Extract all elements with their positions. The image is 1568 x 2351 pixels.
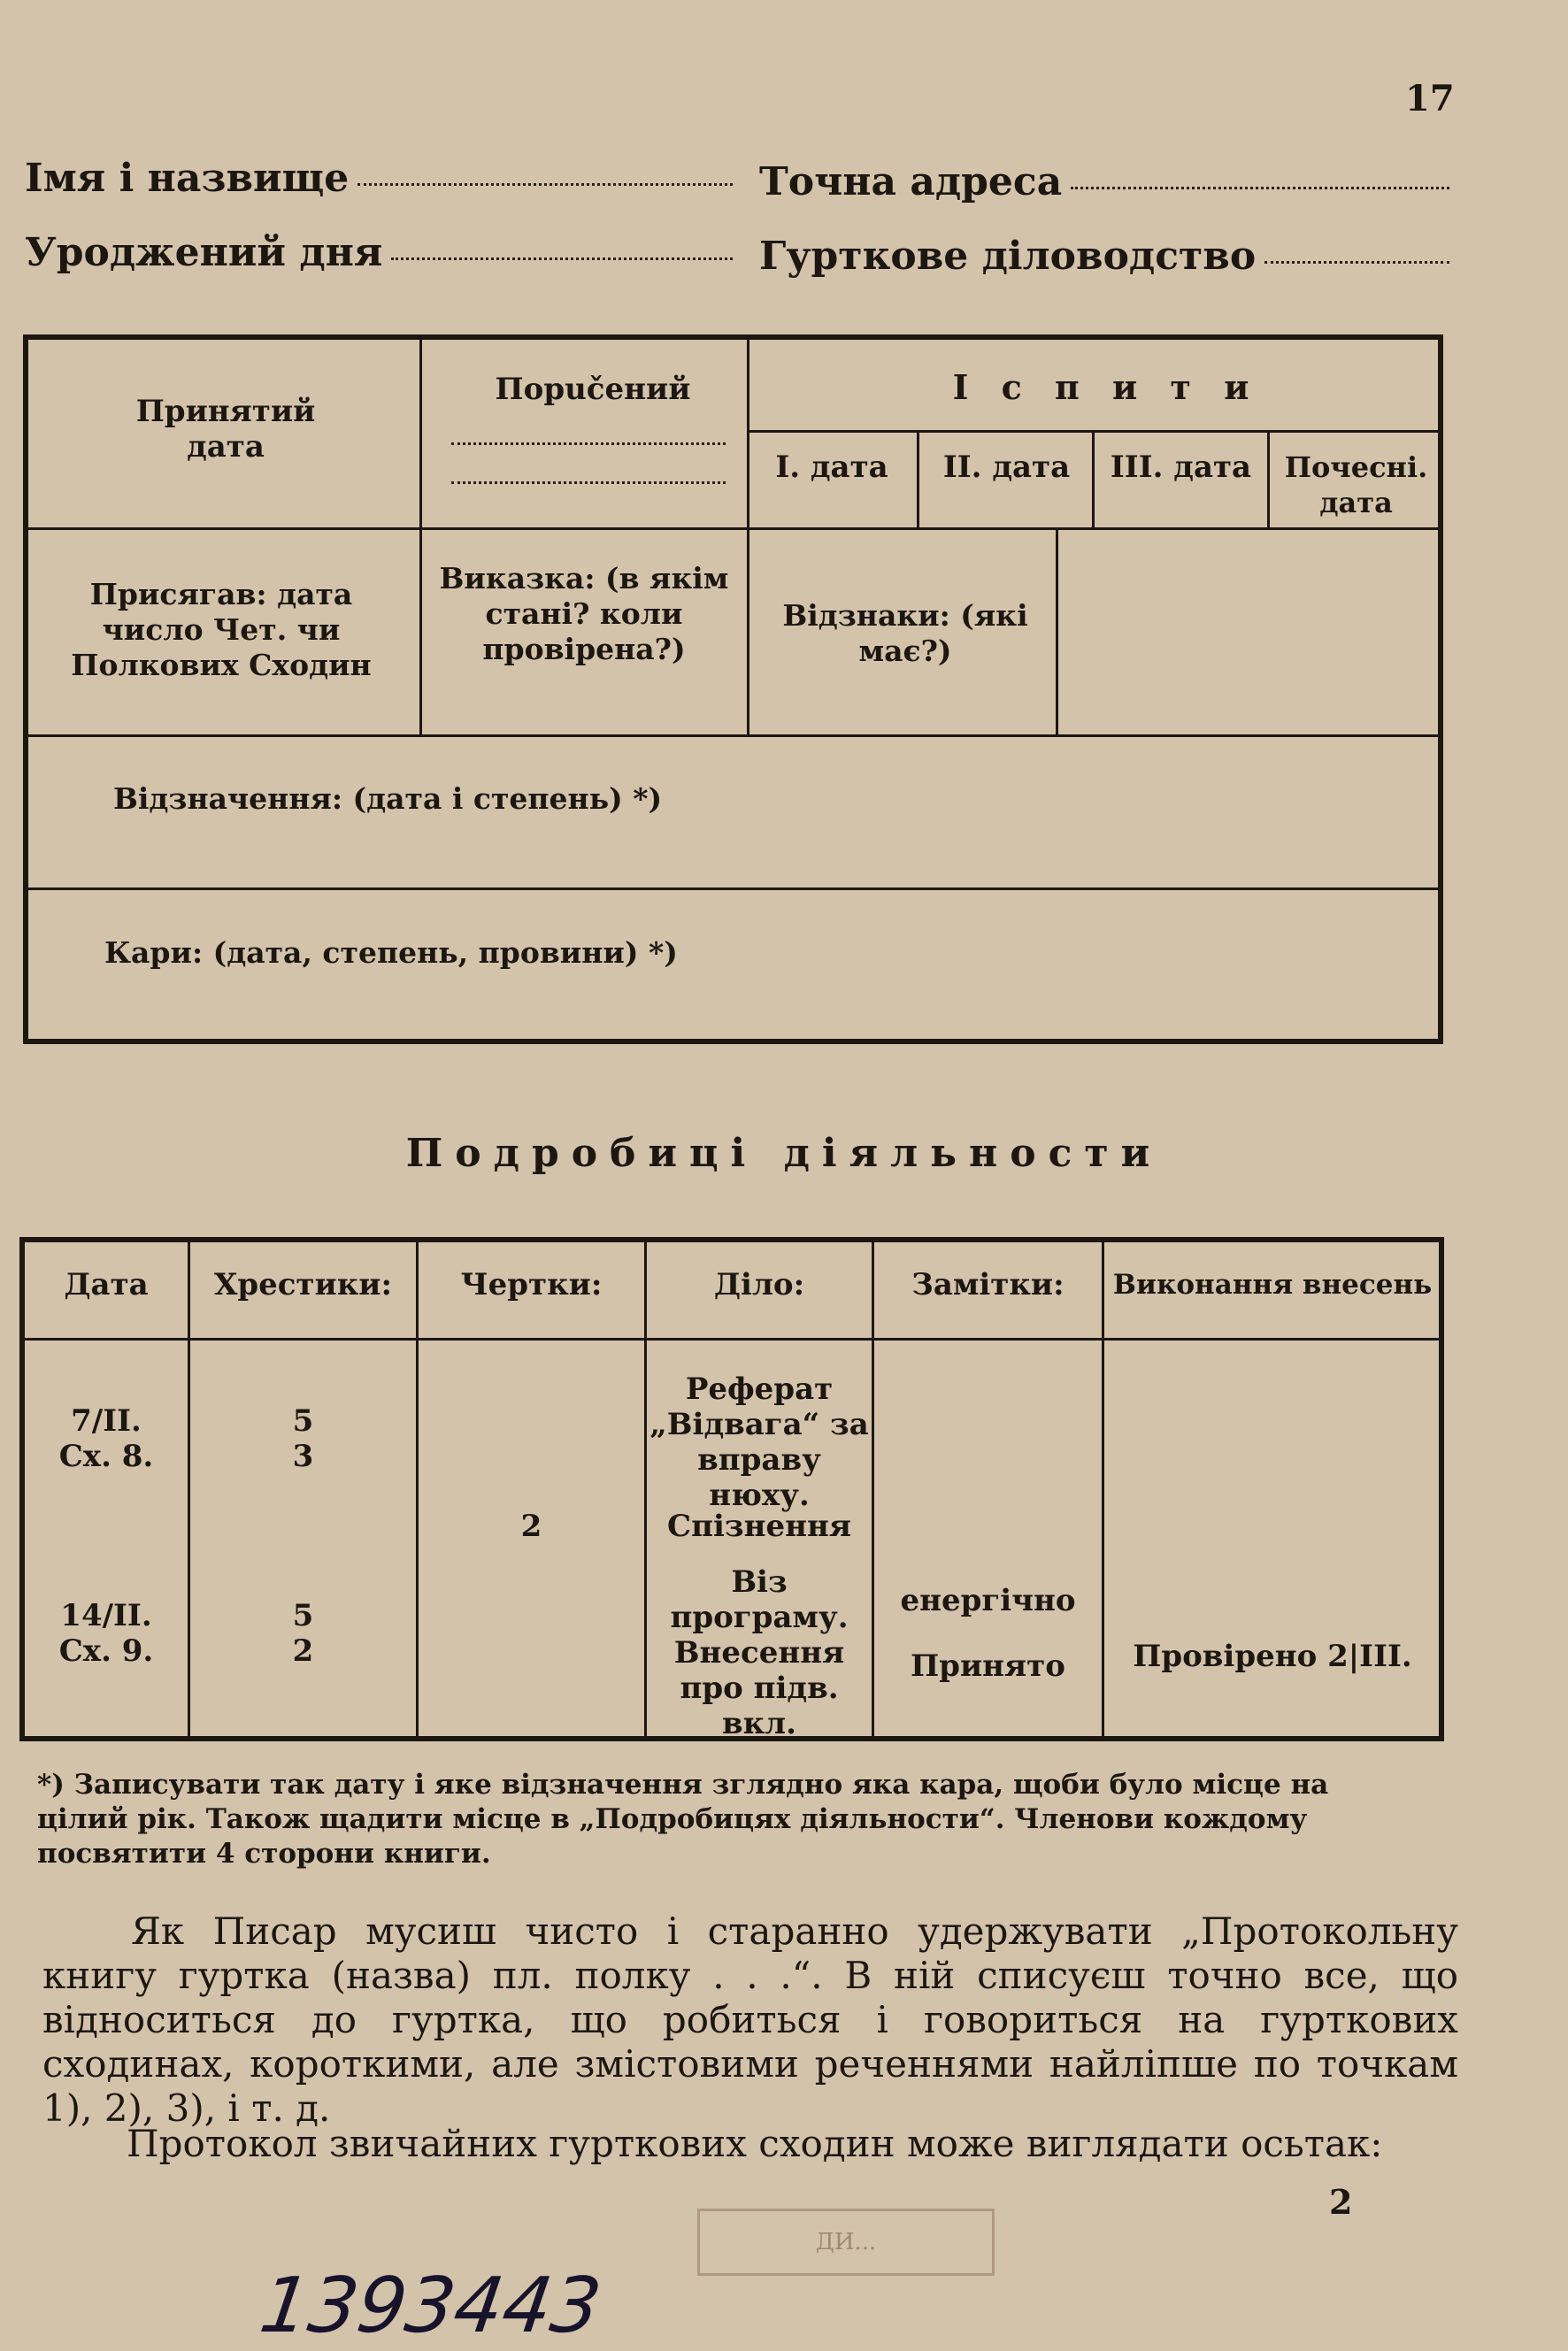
entry-3-date: 14/ІІ. Сх. 9. (58, 1598, 154, 1669)
table-divider (917, 430, 919, 527)
activity-section-title: Подробиці діяльности (405, 1131, 1163, 1176)
entry-2-deed: Спізнення (667, 1509, 851, 1544)
table-divider (19, 1338, 1444, 1341)
table-divider (749, 430, 1443, 433)
entry-3-crosses: 5 2 (292, 1598, 314, 1669)
entry-1-crosses: 5 3 (292, 1403, 314, 1474)
col-header-dashes: Чертки: (460, 1267, 603, 1302)
exams-header: І с п и т и (952, 367, 1260, 407)
col-header-done: Виконання внесень (1112, 1269, 1433, 1301)
col-header-crosses: Хрестики: (213, 1267, 393, 1302)
oath-cell: Присягав: дата число Чет. чи Полкових Сходин (71, 577, 372, 682)
name-label: Імя і назвище (25, 156, 350, 201)
exam-col-3: ІІІ. дата (1110, 449, 1252, 485)
records-field (759, 234, 1449, 279)
name-dotted-line (357, 183, 733, 186)
table-divider (747, 334, 749, 734)
accepted-header: Принятий дата (135, 394, 316, 465)
assignment-dotted-line (451, 442, 726, 445)
entry-1-deed: Реферат „Відвага“ за вправу нюху. (649, 1371, 869, 1513)
table-divider (1056, 527, 1058, 734)
exam-col-honor: Почесні. дата (1284, 450, 1428, 519)
born-label: Уроджений дня (25, 230, 383, 275)
col-header-date: Дата (64, 1267, 149, 1302)
address-field (759, 159, 1449, 204)
exam-col-1: І. дата (775, 449, 888, 485)
handwritten-inventory-number: 1393443 (254, 2262, 607, 2350)
born-dotted-line (391, 257, 733, 260)
table-divider (23, 734, 1443, 737)
table-divider (416, 1237, 419, 1741)
col-header-deed: Діло: (713, 1267, 805, 1302)
born-field (25, 230, 733, 275)
footnote: *) Записувати так дату і яке відзначення зглядно яка кара, щоби було місце на цілий рік. Також щадити місце в „Подробицях діяльности“. Членови кождому посвятити 4 сторони книги. (37, 1769, 1329, 1870)
assignment-dotted-line (451, 481, 726, 484)
exam-col-2: ІІ. дата (942, 449, 1071, 485)
badges-cell: Відзнаки: (які має?) (782, 598, 1028, 668)
address-label: Точна адреса (759, 159, 1063, 204)
awards-row: Відзначення: (дата і степень) *) (113, 781, 663, 816)
signature-number: 2 (1329, 2182, 1353, 2222)
table-divider (1092, 430, 1095, 527)
assignment-header: Порučений (495, 372, 691, 407)
name-field (25, 156, 733, 201)
id-card-cell: Виказка: (в якім стані? коли провірена?) (439, 561, 729, 666)
scribe-paragraph: Як Писар мусиш чисто і старанно удержувати „Протокольну книгу гуртка (назва) пл. полку . . .“. В ній списуєш точно все, що відноситься до гуртка, що робиться і говориться на гурткових сходинах, короткими, але змістовими реченнями найліпше по точкам 1), 2), 3), і т. д. (42, 1909, 1458, 2130)
entry-3-notes: енергічно Принято (900, 1583, 1076, 1684)
entry-1-date: 7/ІІ. Сх. 8. (58, 1403, 154, 1474)
records-label: Гурткове діловодство (759, 234, 1257, 279)
entry-3-done: Провірено 2|ІІІ. (1133, 1639, 1412, 1674)
protocol-intro: Протокол звичайних гурткових сходин може виглядати осьтак: (127, 2122, 1383, 2165)
records-dotted-line (1264, 261, 1449, 264)
entry-2-dashes: 2 (520, 1509, 542, 1544)
punishments-row: Кари: (дата, степень, провини) *) (104, 935, 678, 970)
page-number: 17 (1405, 78, 1455, 119)
library-stamp: ДИ... (697, 2209, 995, 2276)
entry-3-deed: Віз програму. Внесення про підв. вкл. (670, 1564, 849, 1741)
table-divider (1267, 430, 1270, 527)
table-divider (419, 334, 422, 734)
col-header-notes: Замітки: (911, 1267, 1065, 1302)
table-divider (23, 887, 1443, 890)
table-divider (23, 527, 1443, 530)
address-dotted-line (1071, 187, 1449, 189)
